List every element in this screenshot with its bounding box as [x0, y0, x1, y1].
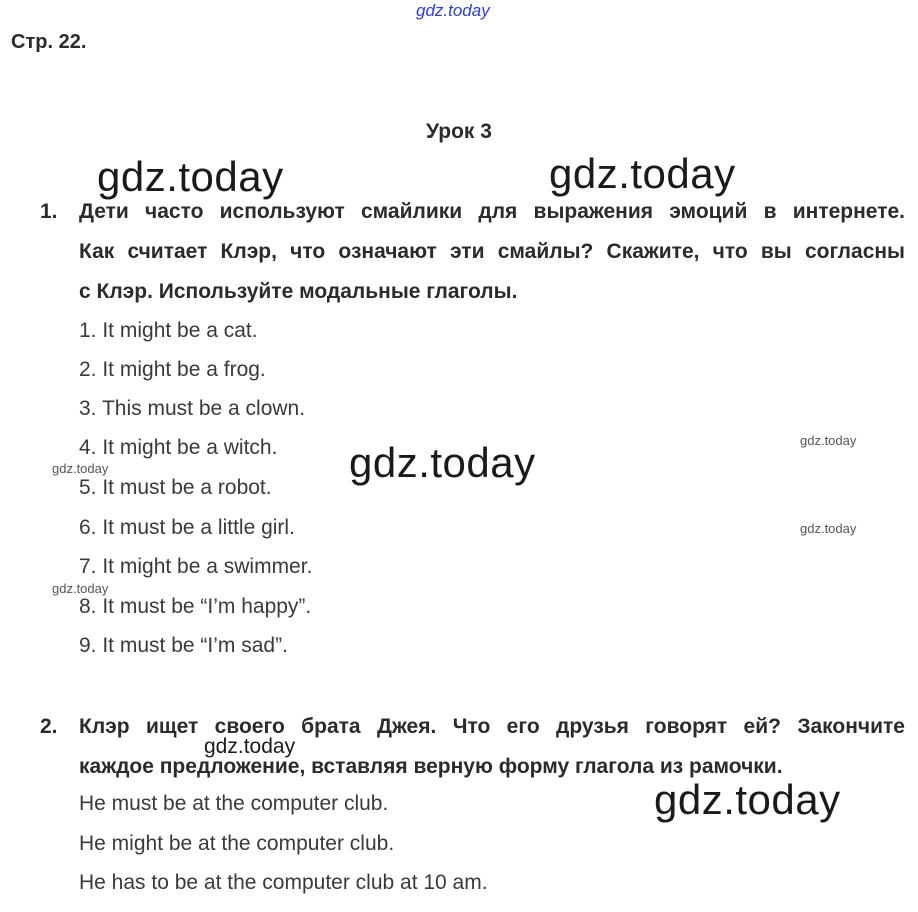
watermark-large: gdz.today [654, 776, 841, 823]
answer-item: He has to be at the computer club at 10 am. [79, 871, 488, 894]
answer-item: 4. It might be a witch. [79, 436, 278, 459]
task1-line: с Клэр. Используйте модальные глаголы. [79, 280, 518, 303]
task1-line: Дети часто используют смайлики для выражения эмоций в интернете. [79, 200, 905, 223]
watermark-large: gdz.today [549, 150, 736, 197]
answer-item: 7. It might be a swimmer. [79, 555, 313, 578]
watermark-top: gdz.today [416, 1, 490, 20]
watermark-large: gdz.today [349, 439, 536, 486]
watermark-small: gdz.today [52, 461, 109, 476]
watermark-small: gdz.today [52, 581, 109, 596]
answer-item: 3. This must be a clown. [79, 397, 306, 420]
task1-line: Как считает Клэр, что означают эти смайлы? Скажите, что вы согласны [79, 240, 905, 263]
watermark-small: gdz.today [800, 521, 857, 536]
answer-item: He might be at the computer club. [79, 832, 395, 855]
task2-line: каждое предложение, вставляя верную форму глагола из рамочки. [79, 755, 783, 778]
answer-item: 9. It must be “I’m sad”. [79, 634, 288, 657]
answer-item: 8. It must be “I’m happy”. [79, 595, 312, 618]
answer-item: 1. It might be a cat. [79, 319, 258, 342]
answer-item: 2. It might be a frog. [79, 358, 266, 381]
answer-item: 5. It must be a robot. [79, 476, 272, 499]
task2-number: 2. [40, 715, 58, 738]
watermark-large: gdz.today [97, 153, 284, 200]
task1-number: 1. [40, 200, 58, 223]
answer-item: He must be at the computer club. [79, 792, 389, 815]
watermark-medium: gdz.today [204, 735, 296, 758]
lesson-title: Урок 3 [426, 120, 492, 143]
watermark-small: gdz.today [800, 433, 857, 448]
answer-item: 6. It must be a little girl. [79, 516, 295, 539]
task2-line: Клэр ищет своего брата Джея. Что его друзья говорят ей? Закончите [79, 715, 905, 738]
page-reference: Стр. 22. [11, 31, 87, 53]
